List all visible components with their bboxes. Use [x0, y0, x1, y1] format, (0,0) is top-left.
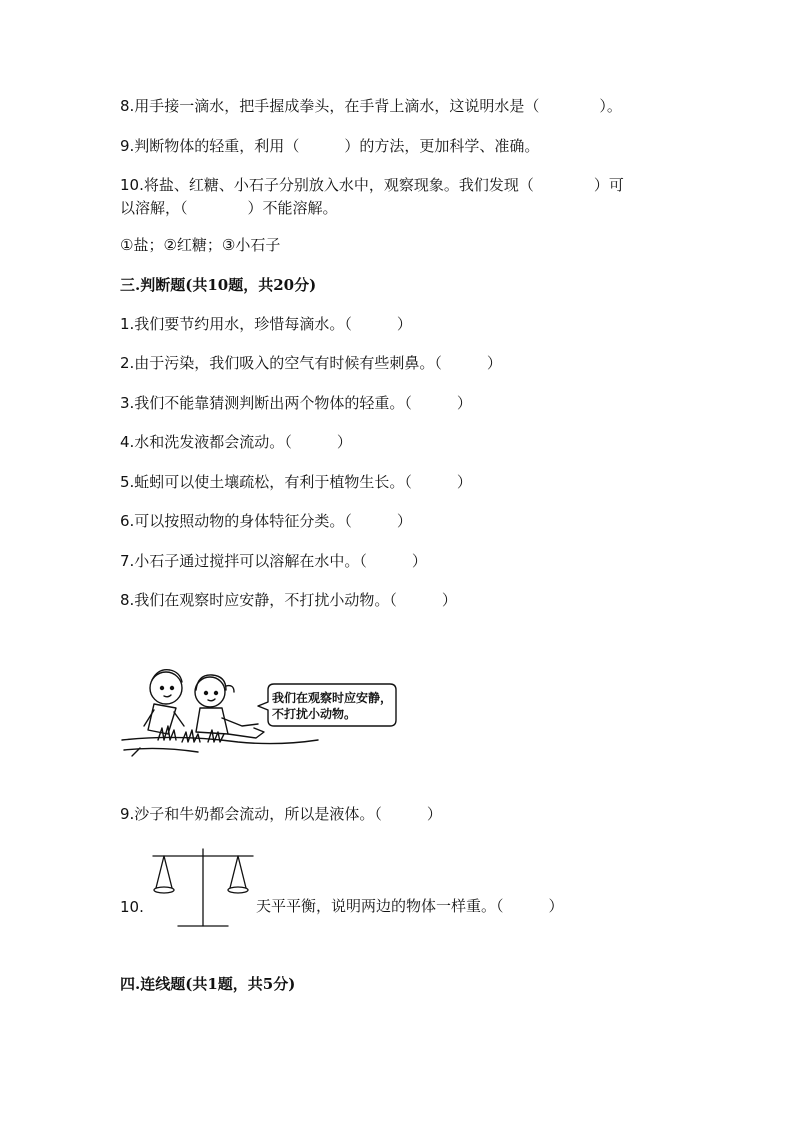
question-9: 9.判断物体的轻重，利用（ ）的方法，更加科学、准确。 — [120, 137, 540, 155]
balance-scale-illustration — [150, 846, 256, 928]
section-3-heading: 三.判断题(共10题，共20分) — [120, 276, 317, 294]
judge-item-3: 3.我们不能靠猜测判断出两个物体的轻重。（ ） — [120, 394, 472, 412]
section-4-heading: 四.连线题(共1题，共5分) — [120, 975, 296, 993]
speech-bubble-text: 我们在观察时应安静， 不打扰小动物。 — [272, 691, 393, 721]
judge-item-6: 6.可以按照动物的身体特征分类。（ ） — [120, 512, 412, 530]
judge-item-7: 7.小石子通过搅拌可以溶解在水中。（ ） — [120, 552, 427, 570]
question-10-line-1: 10.将盐、红糖、小石子分别放入水中，观察现象。我们发现（ ）可 — [120, 176, 624, 194]
question-10-options: ①盐；②红糖；③小石子 — [120, 236, 281, 254]
question-10-line-2: 以溶解，（ ）不能溶解。 — [120, 199, 338, 217]
judge-item-5: 5.蚯蚓可以使土壤疏松，有利于植物生长。（ ） — [120, 473, 472, 491]
judge-item-1: 1.我们要节约用水，珍惜每滴水。（ ） — [120, 315, 412, 333]
question-8: 8.用手接一滴水，把手握成拳头，在手背上滴水，这说明水是（ ）。 — [120, 97, 622, 115]
judge-item-10-text: 天平平衡，说明两边的物体一样重。（ ） — [256, 897, 564, 915]
judge-item-10-number: 10. — [120, 898, 144, 916]
judge-item-2: 2.由于污染，我们吸入的空气有时候有些刺鼻。（ ） — [120, 354, 502, 372]
judge-item-9: 9.沙子和牛奶都会流动，所以是液体。（ ） — [120, 805, 442, 823]
judge-item-4: 4.水和洗发液都会流动。（ ） — [120, 433, 352, 451]
judge-item-8: 8.我们在观察时应安静，不打扰小动物。（ ） — [120, 591, 457, 609]
